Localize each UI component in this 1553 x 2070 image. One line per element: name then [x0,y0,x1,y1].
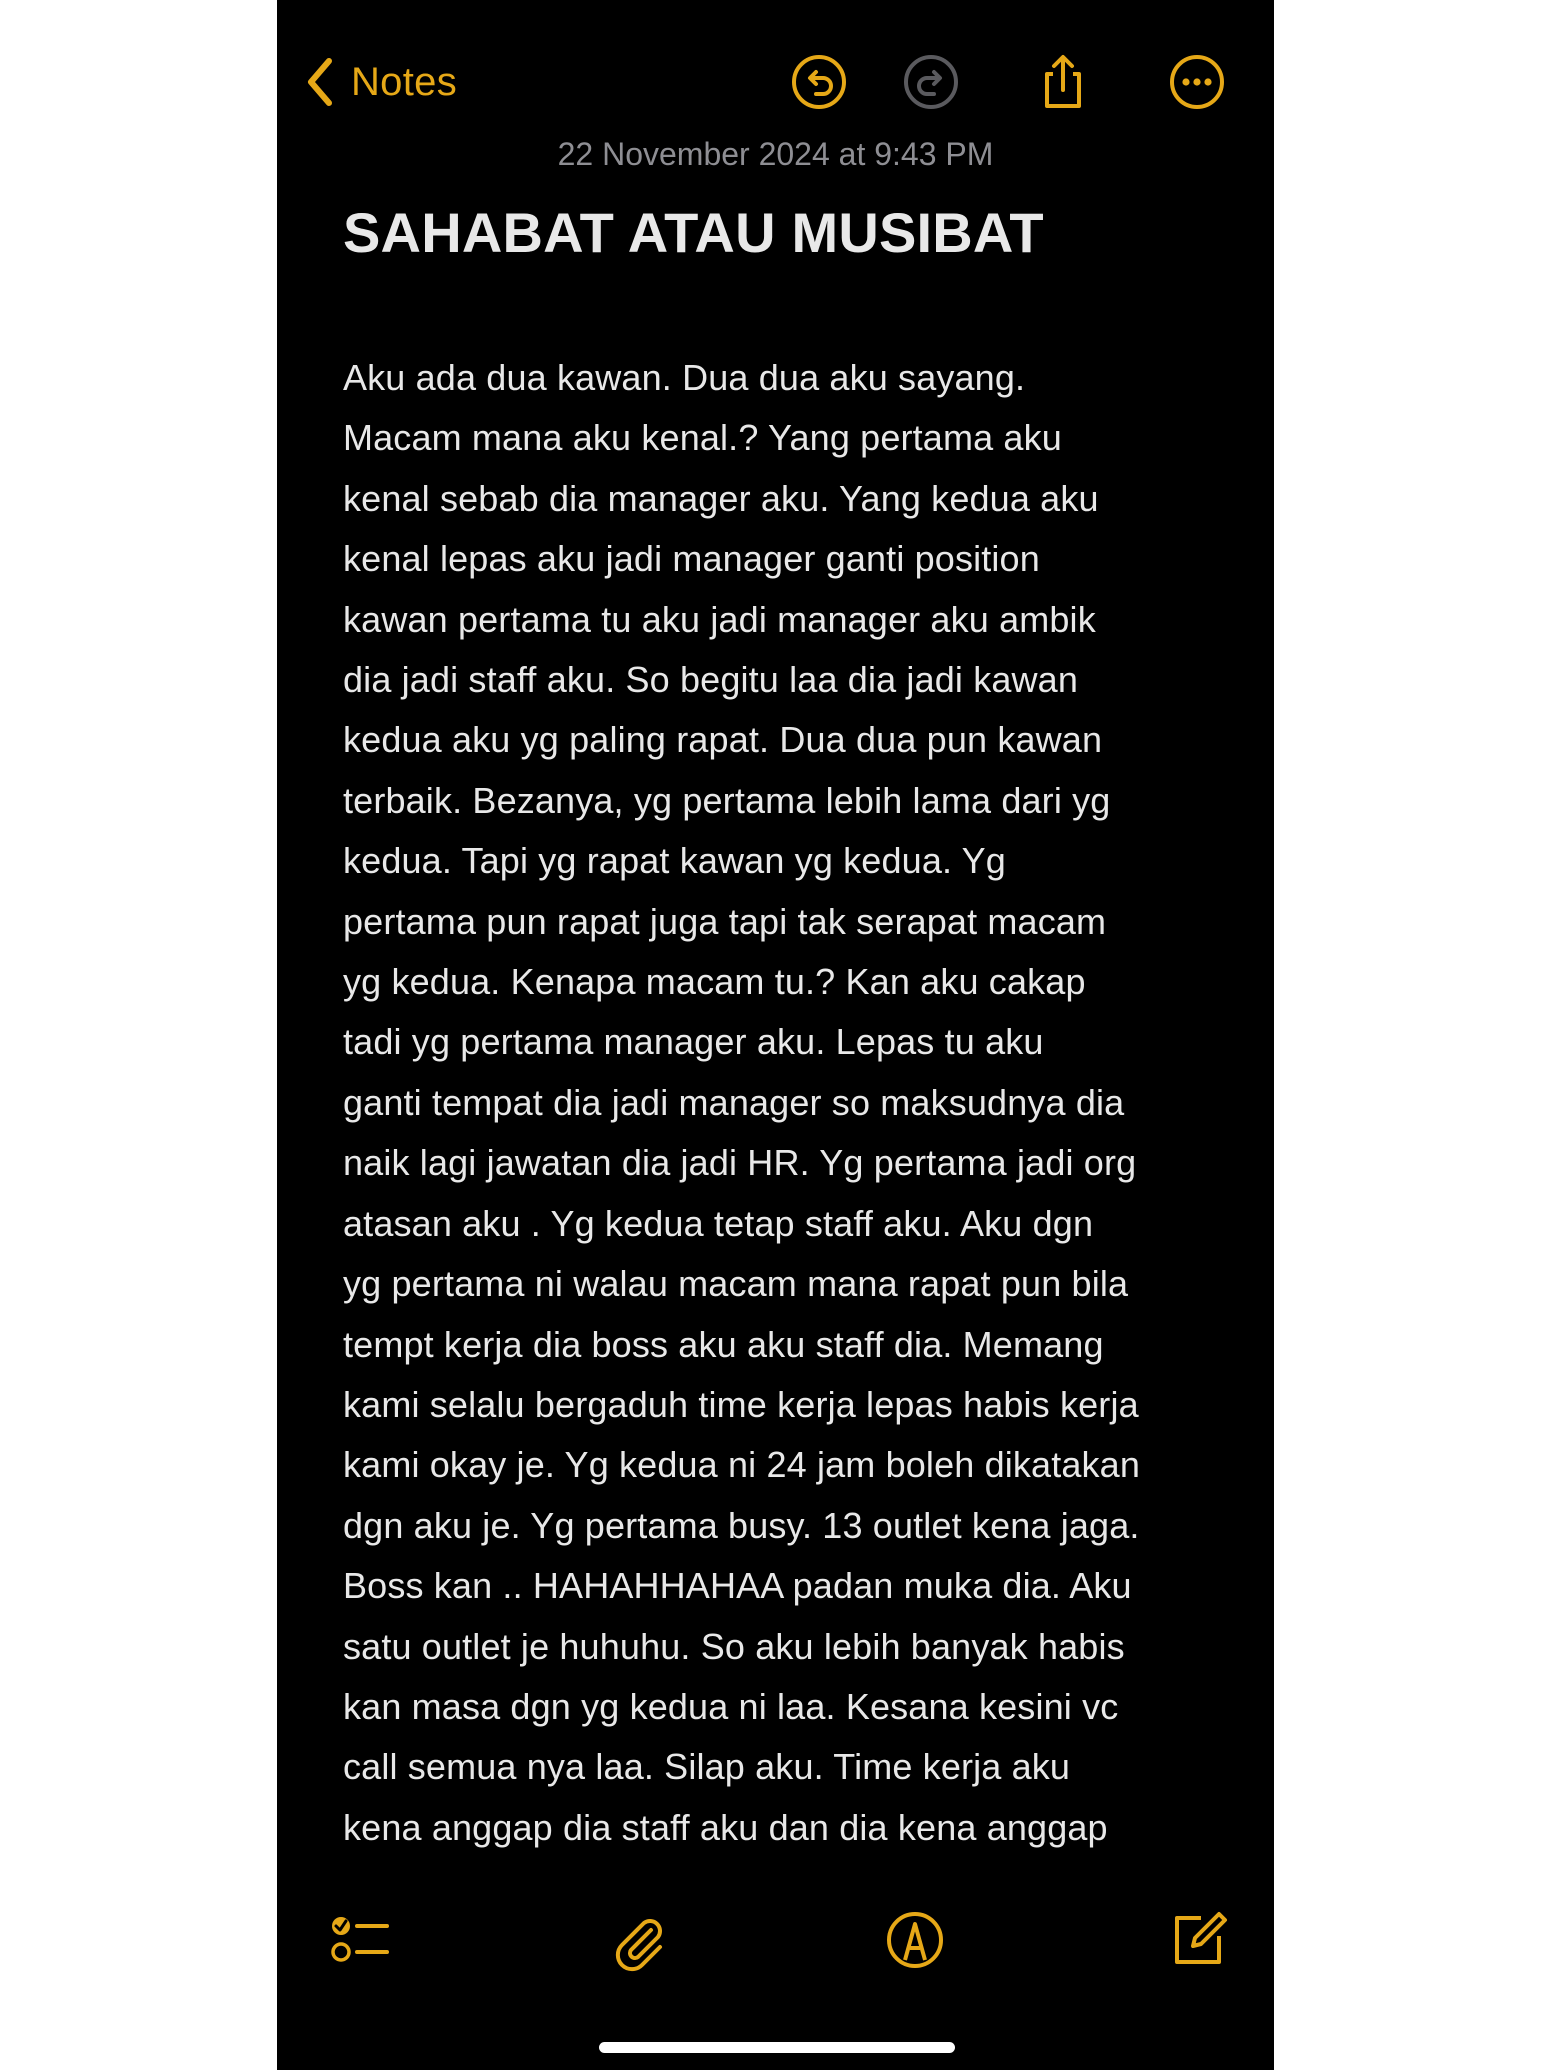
compose-button[interactable] [1165,1908,1229,1972]
note-body-line: kenal lepas aku jadi manager ganti position [343,538,1040,580]
note-body-line: kedua. Tapi yg rapat kawan yg kedua. Yg [343,840,1006,882]
markup-pen-icon [883,1908,947,1972]
note-body-line: atasan aku . Yg kedua tetap staff aku. Aku dgn [343,1202,1094,1244]
note-body-line: kami okay je. Yg kedua ni 24 jam boleh dikatakan [343,1444,1141,1486]
redo-icon [901,52,961,112]
note-body-line: Boss kan .. HAHAHHAHAA padan muka dia. Aku [343,1565,1132,1607]
note-body-line: tadi yg pertama manager aku. Lepas tu aku [343,1021,1044,1063]
share-button[interactable] [1033,52,1093,112]
note-body-line: Aku ada dua kawan. Dua dua aku sayang. [343,357,1026,398]
note-body-line: pertama pun rapat juga tapi tak serapat macam [343,900,1107,942]
markup-button[interactable] [883,1908,947,1972]
more-button[interactable] [1167,52,1227,112]
redo-button[interactable] [901,52,961,112]
paperclip-icon [607,1908,671,1972]
note-body-line: kenal sebab dia manager aku. Yang kedua aku [343,477,1099,519]
note-body-line: kami selalu bergaduh time kerja lepas habis kerja [343,1383,1139,1425]
undo-icon [789,52,849,112]
more-icon [1167,52,1227,112]
notes-screen [277,0,1274,2070]
note-body-line: ganti tempat dia jadi manager so maksudnya dia [343,1081,1125,1123]
note-body[interactable] [343,348,1243,1876]
note-body-line: dgn aku je. Yg pertama busy. 13 outlet kena jaga. [343,1504,1140,1546]
note-body-line: tempt kerja dia boss aku aku staff dia. Memang [343,1323,1104,1365]
note-body-line: kawan pertama tu aku jadi manager aku ambik [343,598,1096,640]
note-body-line: yg kedua. Kenapa macam tu.? Kan aku cakap [343,961,1086,1003]
note-body-line: dia jadi staff aku. So begitu laa dia jadi kawan [343,659,1079,701]
note-body-line: kena anggap dia staff aku dan dia kena anggap [343,1806,1108,1848]
share-icon [1033,52,1093,112]
note-body-line: call semua nya laa. Silap aku. Time kerja aku [343,1746,1071,1788]
back-label: Notes [351,59,457,104]
checklist-icon [329,1908,393,1972]
note-body-line: yg pertama ni walau macam mana rapat pun bila [343,1263,1129,1305]
back-button[interactable] [305,50,457,114]
note-body-text [343,348,1243,1858]
note-body-line: kan masa dgn yg kedua ni laa. Kesana kesini vc [343,1685,1119,1727]
undo-button[interactable] [789,52,849,112]
note-date: 22 November 2024 at 9:43 PM [557,136,994,172]
compose-icon [1165,1908,1229,1972]
checklist-button[interactable] [329,1908,393,1972]
note-body-line: Macam mana aku kenal.? Yang pertama aku [343,417,1062,459]
note-body-line: terbaik. Bezanya, yg pertama lebih lama dari yg [343,779,1111,821]
note-body-line: naik lagi jawatan dia jadi HR. Yg pertama jadi org [343,1142,1137,1184]
note-body-line: satu outlet je huhuhu. So aku lebih banyak habis [343,1625,1125,1667]
attach-button[interactable] [607,1908,671,1972]
home-indicator[interactable] [599,2042,955,2053]
chevron-left-icon [305,57,335,107]
note-title[interactable]: SAHABAT ATAU MUSIBAT [343,201,1044,264]
note-body-line: kedua aku yg paling rapat. Dua dua pun kawan [343,719,1103,761]
